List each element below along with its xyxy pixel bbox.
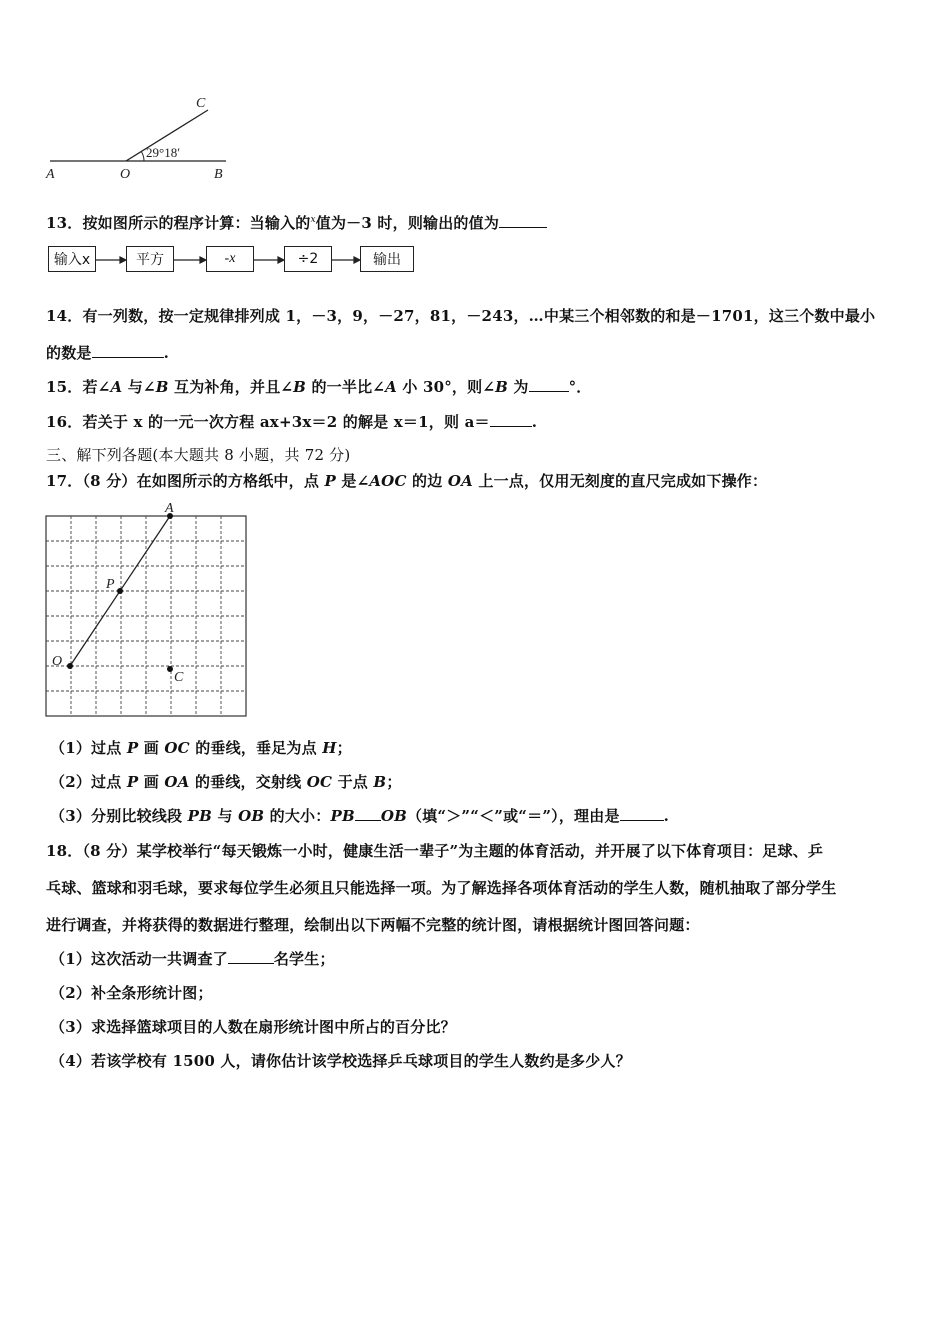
question-17: [46, 470, 767, 491]
q17-text-4: 上一点，仅用无刻度的直尺完成如下操作：: [472, 472, 768, 490]
grid-label-p: P: [106, 577, 115, 592]
question-16: [46, 411, 537, 432]
q17-sub-1: [50, 737, 352, 758]
flow-step-divide: ÷2: [284, 246, 332, 272]
q13-suffix: 值为－3 时，则输出的值为: [315, 214, 500, 232]
q17-sub2-b: 画: [138, 773, 165, 791]
q17-sub-2: [50, 771, 402, 792]
flow-arrows: [96, 252, 416, 268]
label-a: A: [46, 167, 55, 182]
grid-label-c: C: [174, 670, 184, 685]
label-c: C: [196, 96, 206, 111]
q15-angle-b-3: B: [495, 378, 508, 396]
q17-sub3-pb-2: PB: [330, 807, 355, 825]
q14-answer-blank: [92, 343, 164, 358]
question-13: [46, 212, 547, 233]
q17-sub3-b: 与: [212, 807, 239, 825]
q16-suffix: .: [531, 413, 538, 431]
q15-angle-a-2: A: [385, 378, 397, 396]
question-15: [46, 376, 592, 397]
angle-value: 29°18′: [146, 145, 181, 160]
q15-text-4: 的一半比∠: [306, 378, 386, 396]
question-14: [46, 305, 875, 326]
q17-sub3-c: 的大小：: [264, 807, 331, 825]
q15-text-7: °．: [568, 378, 592, 396]
question-18-line-3: 进行调查，并将获得的数据进行整理，绘制出以下两幅不完整的统计图，请根据统计图回答问题：: [46, 916, 700, 934]
grid-label-a: A: [165, 501, 174, 516]
label-o: O: [120, 167, 131, 182]
q17-angle-aoc: AOC: [369, 472, 407, 490]
q15-text-3: 互为补角，并且∠: [168, 378, 294, 396]
q15-text-5: 小 30°，则∠: [396, 378, 496, 396]
q13-prefix: 13．按如图所示的程序计算：当输入的: [46, 214, 311, 232]
point-p: [117, 588, 123, 594]
q14-line2-suffix: .: [163, 344, 170, 362]
q15-answer-blank: [529, 377, 569, 392]
q17-sub3-ob: OB: [238, 807, 265, 825]
q16-answer-blank: [490, 412, 532, 427]
q17-sub2-oa: OA: [164, 773, 190, 791]
q17-sub3-ob-2: OB: [380, 807, 407, 825]
flow-step-square: 平方: [126, 246, 174, 272]
q17-side-oa: OA: [447, 472, 473, 490]
q17-sub1-b: 画: [138, 739, 165, 757]
q15-angle-b: B: [155, 378, 169, 396]
q17-point-p: P: [324, 472, 336, 490]
flow-step-minus-x: -x: [206, 246, 254, 272]
angle-figure: [40, 92, 240, 184]
q18-sub1-suffix: 名学生；: [273, 950, 335, 968]
q18-sub-4: （4）若该学校有 1500 人，请你估计该学校选择乒乓球项目的学生人数约是多少人？: [50, 1052, 631, 1070]
q17-sub2-oc: OC: [306, 773, 333, 791]
q17-sub2-c: 的垂线，交射线: [189, 773, 307, 791]
q18-sub-3: （3）求选择篮球项目的人数在扇形统计图中所占的百分比？: [50, 1018, 456, 1036]
q15-text-2: 与∠: [122, 378, 156, 396]
q16-prefix: 16．若关于 x 的一元一次方程 ax+3x＝2 的解是 x＝1，则 a＝: [46, 413, 490, 431]
q17-sub-3: [50, 805, 669, 826]
q17-sub2-p: P: [126, 773, 139, 791]
question-18-line-2: 乓球、篮球和羽毛球，要求每位学生必须且只能选择一项。为了解选择各项体育活动的学生人数，随机抽取了部分学生: [46, 879, 837, 897]
flow-step-output: 输出: [360, 246, 414, 272]
q17-sub1-oc: OC: [164, 739, 190, 757]
q18-sub1-prefix: （1）这次活动一共调查了: [50, 950, 228, 968]
q17-sub3-e: .: [663, 807, 670, 825]
question-14-cont: [46, 342, 169, 363]
q17-sub2-d: 于点: [332, 773, 374, 791]
q17-sub2-a: （2）过点: [50, 773, 127, 791]
q13-answer-blank: [499, 213, 547, 228]
q17-sub2-b-point: B: [373, 773, 387, 791]
q13-var: x: [310, 215, 316, 225]
q17-text-2: 是∠: [335, 472, 370, 490]
q17-sub1-c: 的垂线，垂足为点: [189, 739, 323, 757]
grid-label-o: O: [52, 654, 63, 669]
q17-sub3-pb: PB: [187, 807, 213, 825]
q15-angle-b-2: B: [293, 378, 307, 396]
section-3-title: 三、解下列各题(本大题共 8 小题，共 72 分): [46, 446, 351, 464]
angle-arc: [141, 151, 144, 161]
q17-sub1-d: ；: [336, 739, 352, 757]
q18-sub-2: （2）补全条形统计图；: [50, 984, 213, 1002]
q18-sub-1: [50, 948, 335, 969]
q17-sub1-p: P: [126, 739, 139, 757]
q17-text-1: 17．（8 分）在如图所示的方格纸中，点: [46, 472, 325, 490]
q15-text-6: 为: [507, 378, 529, 396]
point-c: [167, 666, 173, 672]
q17-text-3: 的边: [406, 472, 448, 490]
q14-line2-prefix: 的数是: [46, 344, 92, 362]
point-o: [67, 663, 73, 669]
q15-text-1: 15．若∠: [46, 378, 111, 396]
question-18-line-1: 18．（8 分）某学校举行“每天锻炼一小时，健康生活一辈子”为主题的体育活动，并开展了以下体育项目：足球、乒: [46, 842, 824, 860]
flow-step-input: 输入x: [48, 246, 96, 272]
q18-sub1-blank: [228, 949, 274, 964]
label-b: B: [214, 167, 223, 182]
q17-sub1-h: H: [322, 739, 337, 757]
q15-angle-a: A: [110, 378, 123, 396]
q14-line1: 14．有一列数，按一定规律排列成 1，－3，9，－27，81，－243，…中某三个相邻数的和是－1701，这三个数中最小: [46, 307, 876, 325]
q17-sub1-a: （1）过点: [50, 739, 127, 757]
q17-sub3-reason-blank: [620, 806, 664, 821]
q17-sub2-e: ；: [386, 773, 402, 791]
grid-figure: [44, 500, 250, 720]
q17-sub3-compare-blank: [355, 806, 381, 821]
q17-sub3-d: （填“＞”“＜”或“＝”），理由是: [406, 807, 620, 825]
q17-sub3-a: （3）分别比较线段: [50, 807, 188, 825]
